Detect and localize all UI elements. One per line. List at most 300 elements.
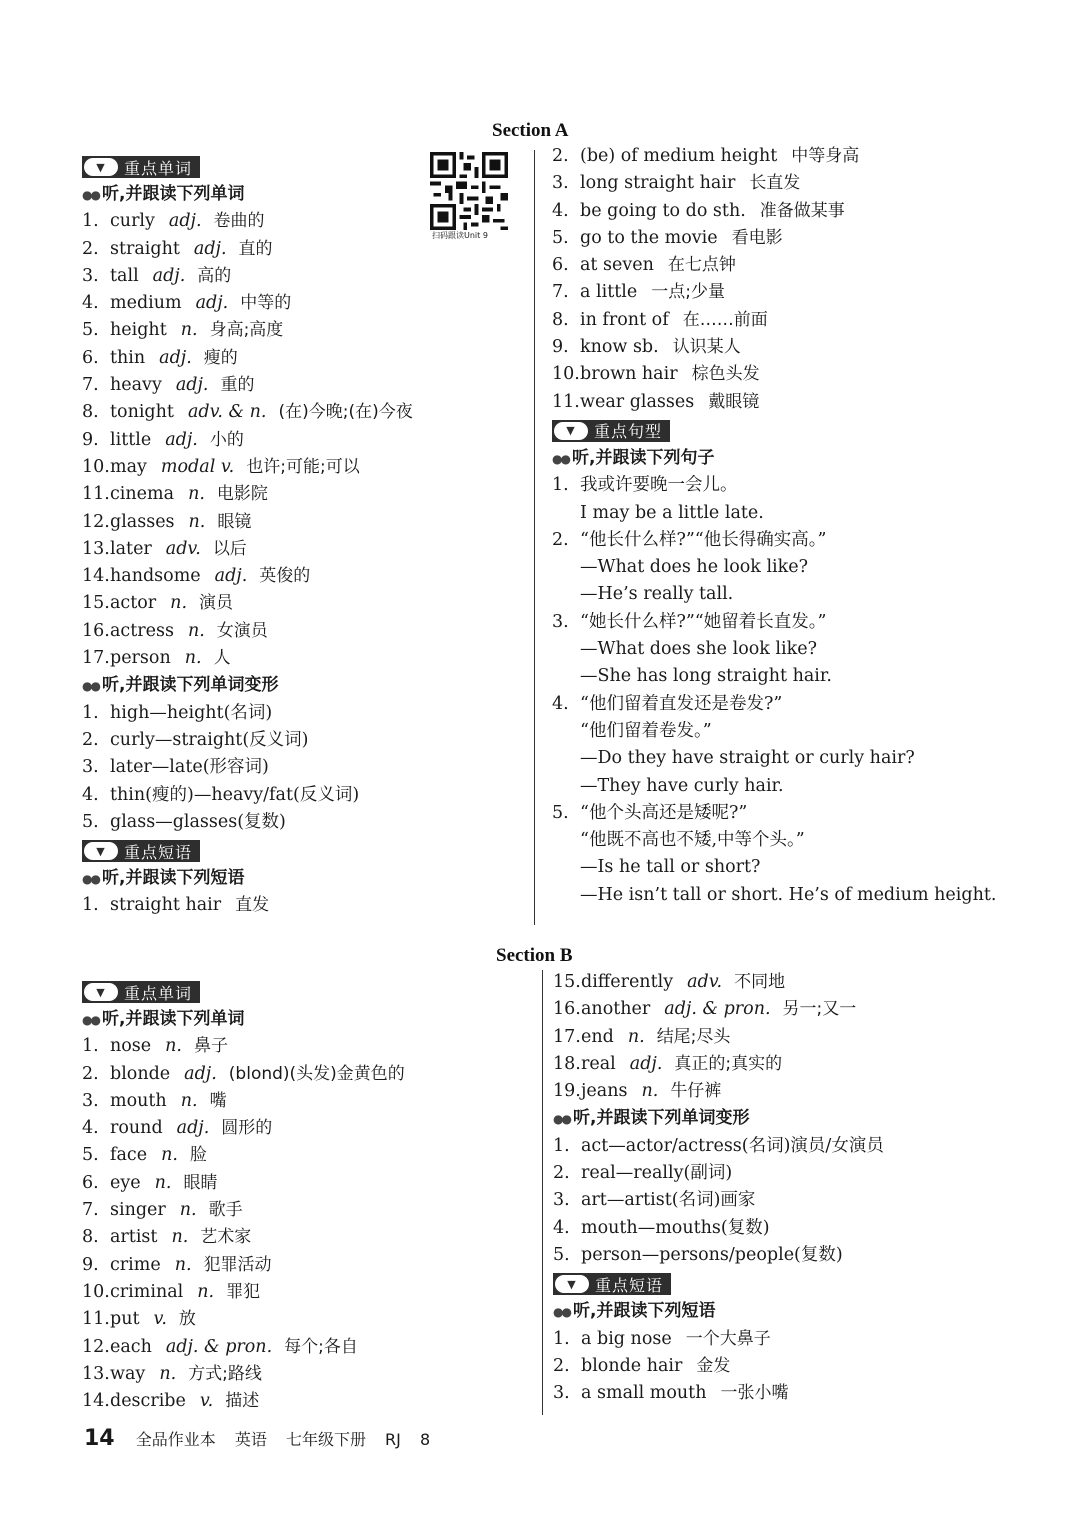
instruction-text: 听,并跟读下列句子 [572, 447, 715, 468]
chinese-meaning: 女演员 [216, 620, 268, 641]
item-number: 3. [553, 1383, 570, 1404]
page-number: 14 [84, 1426, 115, 1451]
item-text: real—really(副词) [581, 1163, 733, 1184]
english-term: tall [110, 265, 139, 286]
chinese-meaning: 方式;路线 [188, 1363, 262, 1384]
chinese-meaning: 脸 [189, 1145, 207, 1166]
item-number: 5. [552, 802, 569, 823]
chinese-meaning: 在七点钟 [667, 255, 736, 276]
vocab-item [82, 1061, 502, 1088]
item-text: glass—glasses(复数) [110, 811, 286, 832]
item-number: 2. [82, 729, 99, 750]
part-of-speech: adj. [175, 375, 209, 396]
vocab-item [552, 361, 1032, 388]
part-of-speech: n. [171, 1227, 189, 1248]
section-banner [82, 156, 200, 178]
vocab-item [553, 1380, 1013, 1407]
vocab-item [552, 334, 1032, 361]
vocab-item [82, 263, 427, 290]
instruction-text: 听,并跟读下列单词变形 [573, 1108, 750, 1129]
part-of-speech: adj. [195, 293, 229, 314]
vocab-item [552, 389, 1032, 416]
item-text: “她长什么样?”“她留着长直发。” [580, 611, 827, 632]
item-number: 2. [552, 146, 569, 166]
subject: 英语 [234, 1430, 267, 1449]
vocab-item [82, 1197, 502, 1224]
item-text: curly—straight(反义词) [110, 729, 309, 750]
chinese-meaning: 直发 [235, 895, 270, 916]
part-of-speech: n. [180, 1090, 198, 1111]
english-term: person [110, 648, 171, 669]
headphone-icon: ●● [82, 679, 99, 694]
instruction-text: 听,并跟读下列单词 [102, 1009, 245, 1029]
chinese-meaning: 鼻子 [194, 1036, 228, 1057]
english-term: jeans [581, 1081, 628, 1102]
chinese-meaning: 真正的;真实的 [674, 1053, 783, 1074]
section-b-left-column [82, 977, 502, 1415]
english-term: glasses [110, 511, 175, 532]
section-banner [82, 981, 200, 1003]
vocab-item [82, 645, 427, 672]
english-term: little [110, 429, 152, 450]
chinese-meaning: 准备做某事 [759, 200, 845, 221]
english-term: crime [110, 1254, 161, 1275]
section-banner [553, 1273, 671, 1295]
chinese-meaning: 棕色头发 [691, 364, 760, 385]
list-item [552, 581, 1032, 608]
chinese-meaning: 金发 [696, 1355, 731, 1376]
vocab-item [82, 1334, 502, 1361]
part-of-speech: n. [165, 1036, 182, 1057]
qr-code[interactable] [430, 152, 508, 230]
item-number: 10. [82, 1281, 110, 1302]
chinese-meaning: (在)今晚;(在)今夜 [278, 402, 413, 423]
banner-label: 重点单词 [124, 158, 193, 178]
part-of-speech: n. [161, 1145, 178, 1166]
item-number: 10. [82, 456, 110, 477]
english-term: eye [110, 1172, 141, 1193]
item-number: 11. [552, 391, 580, 412]
vocab-item [82, 1170, 502, 1197]
vocab-item [552, 307, 1032, 334]
edition: RJ [385, 1430, 401, 1449]
english-term: each [110, 1336, 152, 1357]
list-item [82, 700, 427, 727]
item-text: I may be a little late. [580, 502, 764, 523]
part-of-speech: n. [641, 1081, 659, 1102]
part-of-speech: adj. [214, 566, 248, 587]
chinese-meaning: 电影院 [216, 484, 268, 505]
vocab-item [82, 317, 427, 344]
part-of-speech: n. [154, 1172, 172, 1193]
part-of-speech: n. [159, 1363, 177, 1384]
part-of-speech: adj. [168, 211, 202, 232]
vocab-item [82, 1388, 502, 1415]
item-text: mouth—mouths(复数) [581, 1217, 770, 1238]
vocab-item [82, 618, 427, 645]
english-term: height [110, 320, 167, 341]
item-number: 11. [82, 1309, 110, 1330]
chevron-down-icon: ▼ [554, 422, 588, 440]
listen-instruction [82, 865, 427, 892]
english-term: describe [110, 1391, 186, 1412]
item-number: 6. [552, 255, 569, 276]
item-number: 3. [82, 757, 99, 778]
qr-caption: 扫码跟读Unit 9 [432, 231, 488, 240]
item-number: 16. [82, 620, 110, 641]
item-number: 8. [82, 1227, 99, 1248]
item-number: 15. [82, 593, 110, 614]
chinese-meaning: 长直发 [749, 173, 801, 194]
english-term: singer [110, 1200, 166, 1221]
english-term: brown hair [580, 364, 678, 385]
item-text: —What does he look like? [580, 557, 808, 578]
item-number: 5. [553, 1244, 570, 1265]
chinese-meaning: 高的 [197, 265, 232, 286]
item-number: 13. [82, 538, 110, 559]
vocab-item [82, 290, 427, 317]
chinese-meaning: 嘴 [209, 1090, 227, 1111]
item-number: 8. [552, 309, 569, 330]
item-number: 12. [82, 511, 110, 532]
english-term: blonde [110, 1063, 171, 1084]
list-item [552, 472, 1032, 499]
english-term: differently [581, 972, 674, 992]
part-of-speech: n. [627, 1026, 645, 1047]
chevron-down-icon: ▼ [84, 983, 118, 1001]
chinese-meaning: 人 [213, 648, 231, 669]
vocab-item [552, 170, 1032, 197]
item-number: 6. [82, 347, 99, 368]
listen-instruction [553, 1105, 1013, 1132]
english-term: straight hair [110, 895, 222, 916]
item-number: 2. [82, 1063, 99, 1084]
list-item [552, 773, 1032, 800]
chinese-meaning: 一点;少量 [651, 282, 725, 303]
english-term: later [110, 538, 152, 559]
section-banner [552, 420, 670, 442]
item-text: 我或许要晚一会儿。 [580, 475, 738, 496]
chinese-meaning: 也许;可能;可以 [246, 456, 360, 477]
list-item [552, 827, 1032, 854]
item-text: —He’s really tall. [580, 584, 734, 605]
section-banner-wrap [552, 416, 1032, 445]
item-text: —What does she look like? [580, 639, 817, 660]
english-term: a big nose [581, 1328, 672, 1349]
section-banner-wrap [82, 836, 427, 865]
list-item [553, 1215, 1013, 1242]
english-term: actress [110, 620, 174, 641]
part-of-speech: n. [188, 484, 205, 505]
english-term: way [110, 1363, 146, 1384]
chinese-meaning: 中等身高 [791, 146, 860, 166]
vocab-item [82, 1033, 502, 1060]
vocab-item [82, 1306, 502, 1333]
chinese-meaning: 描述 [225, 1391, 260, 1412]
vocab-item [82, 481, 427, 508]
section-banner-wrap [553, 1269, 1013, 1298]
vocab-item [82, 372, 427, 399]
part-of-speech: adv. [687, 972, 723, 992]
footer-number: 8 [419, 1430, 431, 1449]
listen-instruction [553, 1298, 1013, 1325]
english-term: criminal [110, 1281, 184, 1302]
english-term: handsome [110, 566, 201, 587]
part-of-speech: v. [199, 1391, 214, 1412]
item-number: 4. [82, 784, 99, 805]
chinese-meaning: 身高;高度 [209, 320, 284, 341]
part-of-speech: n. [188, 511, 206, 532]
listen-instruction [82, 181, 427, 208]
chinese-meaning: 犯罪活动 [203, 1254, 272, 1275]
list-item [552, 882, 1032, 909]
chevron-down-icon: ▼ [555, 1275, 589, 1293]
item-number: 5. [82, 811, 99, 832]
english-term: artist [110, 1227, 158, 1248]
item-number: 14. [82, 1391, 110, 1412]
item-number: 1. [552, 475, 569, 496]
chinese-meaning: 以后 [212, 538, 247, 559]
item-text: —Is he tall or short? [580, 857, 761, 878]
part-of-speech: adj. [165, 429, 198, 450]
english-term: face [110, 1145, 148, 1166]
headphone-icon: ●● [552, 451, 569, 466]
section-a-right-column [552, 143, 1032, 909]
part-of-speech: adj. [193, 238, 227, 259]
page-footer [84, 1426, 444, 1452]
chinese-meaning: 卷曲的 [213, 211, 265, 232]
item-text: thin(瘦的)—heavy/fat(反义词) [110, 784, 360, 805]
item-text: act—actor/actress(名词)演员/女演员 [581, 1135, 884, 1156]
chinese-meaning: 圆形的 [221, 1118, 273, 1139]
vocab-item [82, 563, 427, 590]
item-number: 9. [82, 429, 99, 450]
vocab-item [82, 536, 427, 563]
item-number: 3. [82, 265, 99, 286]
item-text: —Do they have straight or curly hair? [580, 748, 915, 769]
item-number: 4. [82, 293, 99, 314]
grade: 七年级下册 [285, 1430, 366, 1449]
section-a-title: Section A [492, 120, 569, 141]
item-text: “他们留着卷发。” [580, 720, 712, 741]
part-of-speech: n. [179, 1200, 197, 1221]
item-number: 10. [552, 364, 580, 385]
item-number: 9. [552, 337, 569, 358]
instruction-text: 听,并跟读下列短语 [573, 1301, 716, 1322]
english-term: put [110, 1309, 140, 1330]
vocab-item [82, 892, 427, 919]
item-text: person—persons/people(复数) [581, 1244, 843, 1265]
vocab-item [82, 1142, 502, 1169]
item-number: 4. [552, 693, 569, 714]
english-term: at seven [580, 255, 654, 276]
chinese-meaning: 直的 [238, 238, 273, 259]
vocab-item [553, 1078, 1013, 1105]
section-b-column-divider [542, 970, 543, 1415]
part-of-speech: adj. [176, 1118, 210, 1139]
part-of-speech: modal v. [160, 456, 235, 477]
part-of-speech: adj. [184, 1063, 217, 1084]
english-term: in front of [580, 309, 669, 330]
english-term: a little [580, 282, 638, 303]
vocab-item [82, 236, 427, 263]
instruction-text: 听,并跟读下列单词 [102, 184, 245, 204]
part-of-speech: n. [174, 1254, 192, 1275]
list-item [82, 782, 427, 809]
vocab-item [553, 996, 1013, 1023]
vocab-item [553, 1326, 1013, 1353]
english-term: long straight hair [580, 173, 736, 194]
list-item [552, 745, 1032, 772]
item-number: 1. [553, 1328, 570, 1349]
item-number: 4. [553, 1217, 570, 1238]
section-a-column-divider [534, 150, 535, 925]
chinese-meaning: 眼睛 [183, 1172, 218, 1193]
chinese-meaning: 瘦的 [203, 347, 238, 368]
chinese-meaning: 戴眼镜 [708, 391, 760, 412]
english-term: actor [110, 593, 157, 614]
list-item [552, 609, 1032, 636]
item-number: 6. [82, 1172, 99, 1193]
chinese-meaning: 罪犯 [226, 1281, 261, 1302]
item-number: 2. [553, 1163, 570, 1184]
chinese-meaning: 认识某人 [672, 337, 741, 358]
item-number: 3. [552, 611, 569, 632]
chinese-meaning: 另一;又一 [782, 999, 857, 1020]
part-of-speech: n. [170, 593, 188, 614]
chinese-meaning: 小的 [209, 429, 244, 450]
item-number: 3. [553, 1190, 570, 1211]
item-number: 16. [553, 999, 581, 1020]
english-term: (be) of medium height [580, 146, 778, 166]
item-number: 9. [82, 1254, 99, 1275]
part-of-speech: adj. [159, 347, 192, 368]
list-item [552, 554, 1032, 581]
english-term: blonde hair [581, 1355, 683, 1376]
list-item [552, 691, 1032, 718]
part-of-speech: n. [184, 648, 202, 669]
chinese-meaning: 看电影 [731, 227, 783, 248]
item-number: 1. [82, 895, 99, 916]
chinese-meaning: 在……前面 [682, 309, 768, 330]
item-number: 18. [553, 1053, 581, 1074]
item-text: “他长什么样?”“他长得确实高。” [580, 529, 827, 550]
item-number: 1. [82, 211, 99, 232]
list-item [552, 636, 1032, 663]
headphone-icon: ●● [82, 872, 99, 887]
vocab-item [82, 1088, 502, 1115]
vocab-item [552, 143, 1032, 170]
section-b-right-column [553, 969, 1013, 1407]
english-term: go to the movie [580, 227, 718, 248]
chinese-meaning: (blond)(头发)金黄色的 [228, 1063, 405, 1084]
item-text: high—height(名词) [110, 702, 273, 723]
item-text: later—late(形容词) [110, 757, 269, 778]
section-banner [82, 840, 200, 862]
headphone-icon: ●● [82, 188, 99, 202]
english-term: end [581, 1026, 614, 1047]
part-of-speech: n. [180, 320, 198, 341]
chinese-meaning: 眼镜 [217, 511, 252, 532]
english-term: may [110, 456, 147, 477]
item-number: 5. [552, 227, 569, 248]
english-term: real [581, 1053, 616, 1074]
chinese-meaning: 一张小嘴 [720, 1383, 789, 1404]
listen-instruction [82, 1006, 502, 1033]
list-item [82, 754, 427, 781]
chinese-meaning: 歌手 [208, 1200, 243, 1221]
vocab-item [82, 208, 427, 235]
part-of-speech: adj. & pron. [664, 999, 771, 1020]
part-of-speech: adj. [629, 1053, 663, 1074]
section-a-left-column [82, 152, 427, 920]
banner-label: 重点短语 [595, 1275, 664, 1295]
chinese-meaning: 中等的 [240, 293, 292, 314]
chinese-meaning: 每个;各自 [284, 1336, 358, 1357]
item-text: art—artist(名词)画家 [581, 1190, 756, 1211]
section-banner-wrap [82, 152, 427, 181]
chinese-meaning: 放 [178, 1309, 196, 1330]
english-term: straight [110, 238, 180, 259]
vocab-item [82, 509, 427, 536]
headphone-icon: ●● [553, 1112, 570, 1127]
english-term: heavy [110, 375, 162, 396]
vocab-item [553, 969, 1013, 996]
item-number: 7. [82, 375, 99, 396]
chinese-meaning: 艺术家 [200, 1227, 252, 1248]
item-number: 11. [82, 484, 110, 505]
part-of-speech: adj. & pron. [165, 1336, 273, 1357]
vocab-item [82, 427, 427, 454]
list-item [553, 1133, 1013, 1160]
vocab-item [552, 279, 1032, 306]
list-item [552, 854, 1032, 881]
vocab-item [553, 1353, 1013, 1380]
english-term: know sb. [580, 337, 659, 358]
chevron-down-icon: ▼ [84, 158, 118, 176]
vocab-item [82, 1279, 502, 1306]
english-term: round [110, 1118, 163, 1139]
instruction-text: 听,并跟读下列短语 [102, 868, 245, 889]
item-number: 1. [553, 1135, 570, 1156]
item-number: 2. [552, 529, 569, 550]
list-item [82, 809, 427, 836]
part-of-speech: adj. [152, 265, 186, 286]
chevron-down-icon: ▼ [84, 842, 118, 860]
english-term: another [581, 999, 651, 1020]
item-number: 4. [552, 200, 569, 221]
vocab-item [82, 590, 427, 617]
vocab-item [82, 1115, 502, 1142]
chinese-meaning: 演员 [199, 593, 234, 614]
listen-instruction [82, 672, 427, 699]
item-text: —He isn’t tall or short. He’s of medium height. [580, 884, 997, 905]
list-item [553, 1160, 1013, 1187]
vocab-item [82, 454, 427, 481]
chinese-meaning: 英俊的 [259, 566, 311, 587]
item-text: “他们留着直发还是卷发?” [580, 693, 783, 714]
part-of-speech: n. [187, 620, 205, 641]
part-of-speech: adv. & n. [187, 402, 267, 423]
vocab-item [552, 225, 1032, 252]
item-text: —They have curly hair. [580, 775, 784, 796]
item-number: 3. [552, 173, 569, 194]
chinese-meaning: 不同地 [734, 972, 786, 992]
list-item [552, 663, 1032, 690]
item-number: 14. [82, 566, 110, 587]
headphone-icon: ●● [553, 1305, 570, 1320]
book-name: 全品作业本 [135, 1430, 216, 1449]
